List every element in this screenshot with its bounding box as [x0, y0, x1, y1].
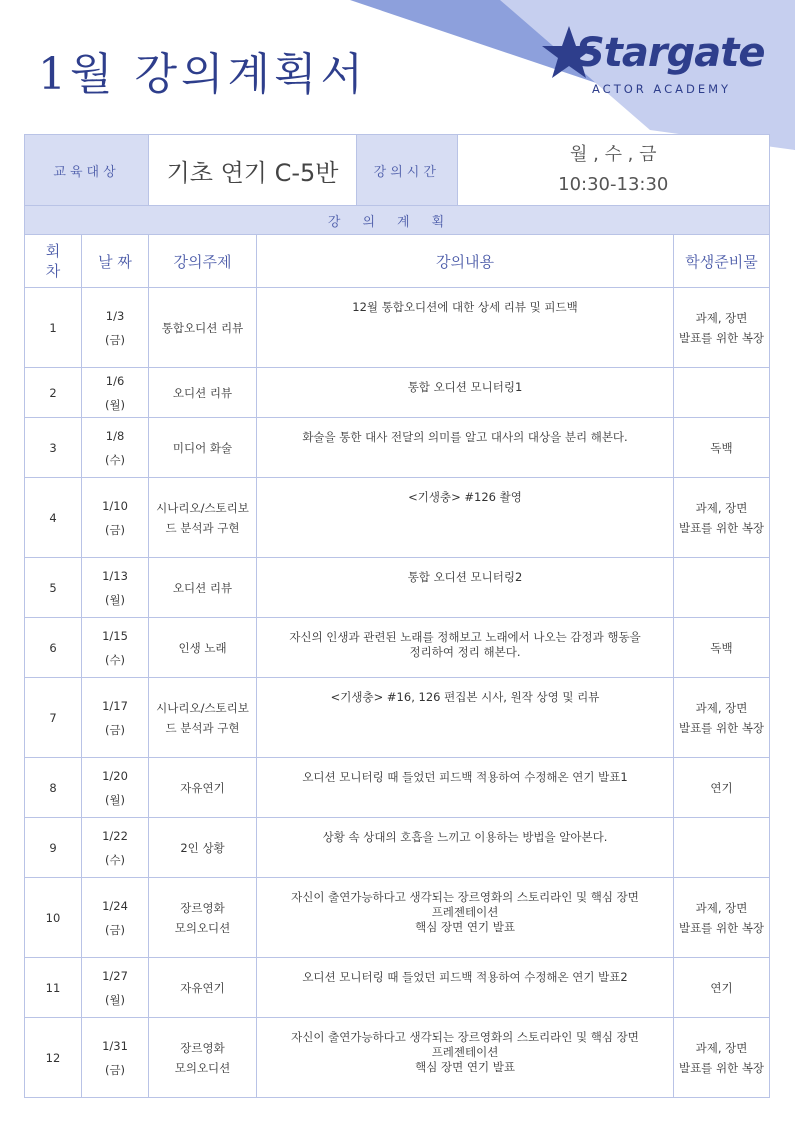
row-content: 상황 속 상대의 호흡을 느끼고 이용하는 방법을 알아본다. [257, 818, 674, 878]
col-content: 강의내용 [257, 235, 674, 288]
row-topic: 오디션 리뷰 [149, 558, 257, 618]
row-number: 8 [25, 758, 82, 818]
table-row [25, 878, 770, 958]
row-date: 1/24 (금) [82, 878, 149, 958]
target-label: 교육대상 [25, 135, 149, 206]
col-topic: 강의주제 [149, 235, 257, 288]
table-row [25, 478, 770, 558]
info-row [25, 135, 770, 206]
row-content: 오디션 모니터링 때 들었던 피드백 적용하여 수정해온 연기 발표1 [257, 758, 674, 818]
col-date: 날 짜 [82, 235, 149, 288]
logo-subtitle: ACTOR ACADEMY [592, 82, 732, 96]
row-prep: 독백 [674, 618, 770, 678]
row-prep: 과제, 장면 발표를 위한 복장 [674, 478, 770, 558]
row-date: 1/15 (수) [82, 618, 149, 678]
row-topic: 통합오디션 리뷰 [149, 288, 257, 368]
row-prep [674, 558, 770, 618]
table-row [25, 368, 770, 418]
table-row [25, 558, 770, 618]
stargate-logo [540, 24, 770, 104]
table-row [25, 818, 770, 878]
row-topic: 자유연기 [149, 758, 257, 818]
row-number: 3 [25, 418, 82, 478]
lecture-plan-table [24, 134, 770, 1098]
row-content: <기생충> #16, 126 편집본 시사, 원작 상영 및 리뷰 [257, 678, 674, 758]
plan-title: 강의계획 [25, 206, 770, 235]
table-row [25, 678, 770, 758]
table-row [25, 958, 770, 1018]
row-number: 4 [25, 478, 82, 558]
time-label: 강의시간 [357, 135, 457, 205]
row-number: 6 [25, 618, 82, 678]
row-topic: 장르영화 모의오디션 [149, 1018, 257, 1098]
row-date: 1/6 (월) [82, 368, 149, 418]
row-topic: 자유연기 [149, 958, 257, 1018]
class-name: 기초 연기 C-5반 [149, 135, 357, 206]
row-date: 1/22 (수) [82, 818, 149, 878]
row-content: 자신의 인생과 관련된 노래를 정해보고 노래에서 나오는 감정과 행동을 정리하여 정리 해본다. [257, 618, 674, 678]
row-content: 통합 오디션 모니터링2 [257, 558, 674, 618]
row-date: 1/31 (금) [82, 1018, 149, 1098]
row-topic: 미디어 화술 [149, 418, 257, 478]
row-number: 10 [25, 878, 82, 958]
row-prep: 과제, 장면 발표를 위한 복장 [674, 878, 770, 958]
row-date: 1/10 (금) [82, 478, 149, 558]
plan-title-row [25, 206, 770, 235]
logo-wordmark: Stargate [576, 30, 765, 76]
table-body [25, 288, 770, 1098]
table-row [25, 418, 770, 478]
row-topic: 2인 상황 [149, 818, 257, 878]
col-prep: 학생준비물 [674, 235, 770, 288]
row-prep: 독백 [674, 418, 770, 478]
row-prep [674, 818, 770, 878]
row-topic: 시나리오/스토리보 드 분석과 구현 [149, 478, 257, 558]
row-content: 자신이 출연가능하다고 생각되는 장르영화의 스토리라인 및 핵심 장면 프레젠테이션 핵심 장면 연기 발표 [257, 878, 674, 958]
row-date: 1/3 (금) [82, 288, 149, 368]
row-number: 11 [25, 958, 82, 1018]
row-content: 통합 오디션 모니터링1 [257, 368, 674, 418]
row-content: 자신이 출연가능하다고 생각되는 장르영화의 스토리라인 및 핵심 장면 프레젠테이션 핵심 장면 연기 발표 [257, 1018, 674, 1098]
row-prep: 과제, 장면 발표를 위한 복장 [674, 1018, 770, 1098]
class-days: 월 , 수 , 금 [570, 144, 657, 165]
row-prep: 연기 [674, 758, 770, 818]
row-content: 오디션 모니터링 때 들었던 피드백 적용하여 수정해온 연기 발표2 [257, 958, 674, 1018]
page-title: 1월 강의계획서 [38, 49, 368, 100]
row-topic: 인생 노래 [149, 618, 257, 678]
class-time: 10:30-13:30 [558, 174, 669, 195]
row-number: 7 [25, 678, 82, 758]
row-number: 9 [25, 818, 82, 878]
row-content: <기생충> #126 촬영 [257, 478, 674, 558]
row-topic: 장르영화 모의오디션 [149, 878, 257, 958]
column-header-row [25, 235, 770, 288]
row-number: 2 [25, 368, 82, 418]
row-prep: 과제, 장면 발표를 위한 복장 [674, 678, 770, 758]
row-number: 12 [25, 1018, 82, 1098]
table-row [25, 1018, 770, 1098]
row-number: 1 [25, 288, 82, 368]
row-topic: 시나리오/스토리보 드 분석과 구현 [149, 678, 257, 758]
row-date: 1/20 (월) [82, 758, 149, 818]
row-number: 5 [25, 558, 82, 618]
row-date: 1/27 (월) [82, 958, 149, 1018]
row-prep: 과제, 장면 발표를 위한 복장 [674, 288, 770, 368]
row-topic: 오디션 리뷰 [149, 368, 257, 418]
row-date: 1/8 (수) [82, 418, 149, 478]
row-content: 화술을 통한 대사 전달의 의미를 알고 대사의 대상을 분리 해본다. [257, 418, 674, 478]
row-prep [674, 368, 770, 418]
row-prep: 연기 [674, 958, 770, 1018]
table-row [25, 288, 770, 368]
table-row [25, 618, 770, 678]
row-date: 1/13 (월) [82, 558, 149, 618]
col-no: 회 차 [25, 235, 82, 288]
row-content: 12월 통합오디션에 대한 상세 리뷰 및 피드백 [257, 288, 674, 368]
table-row [25, 758, 770, 818]
row-date: 1/17 (금) [82, 678, 149, 758]
